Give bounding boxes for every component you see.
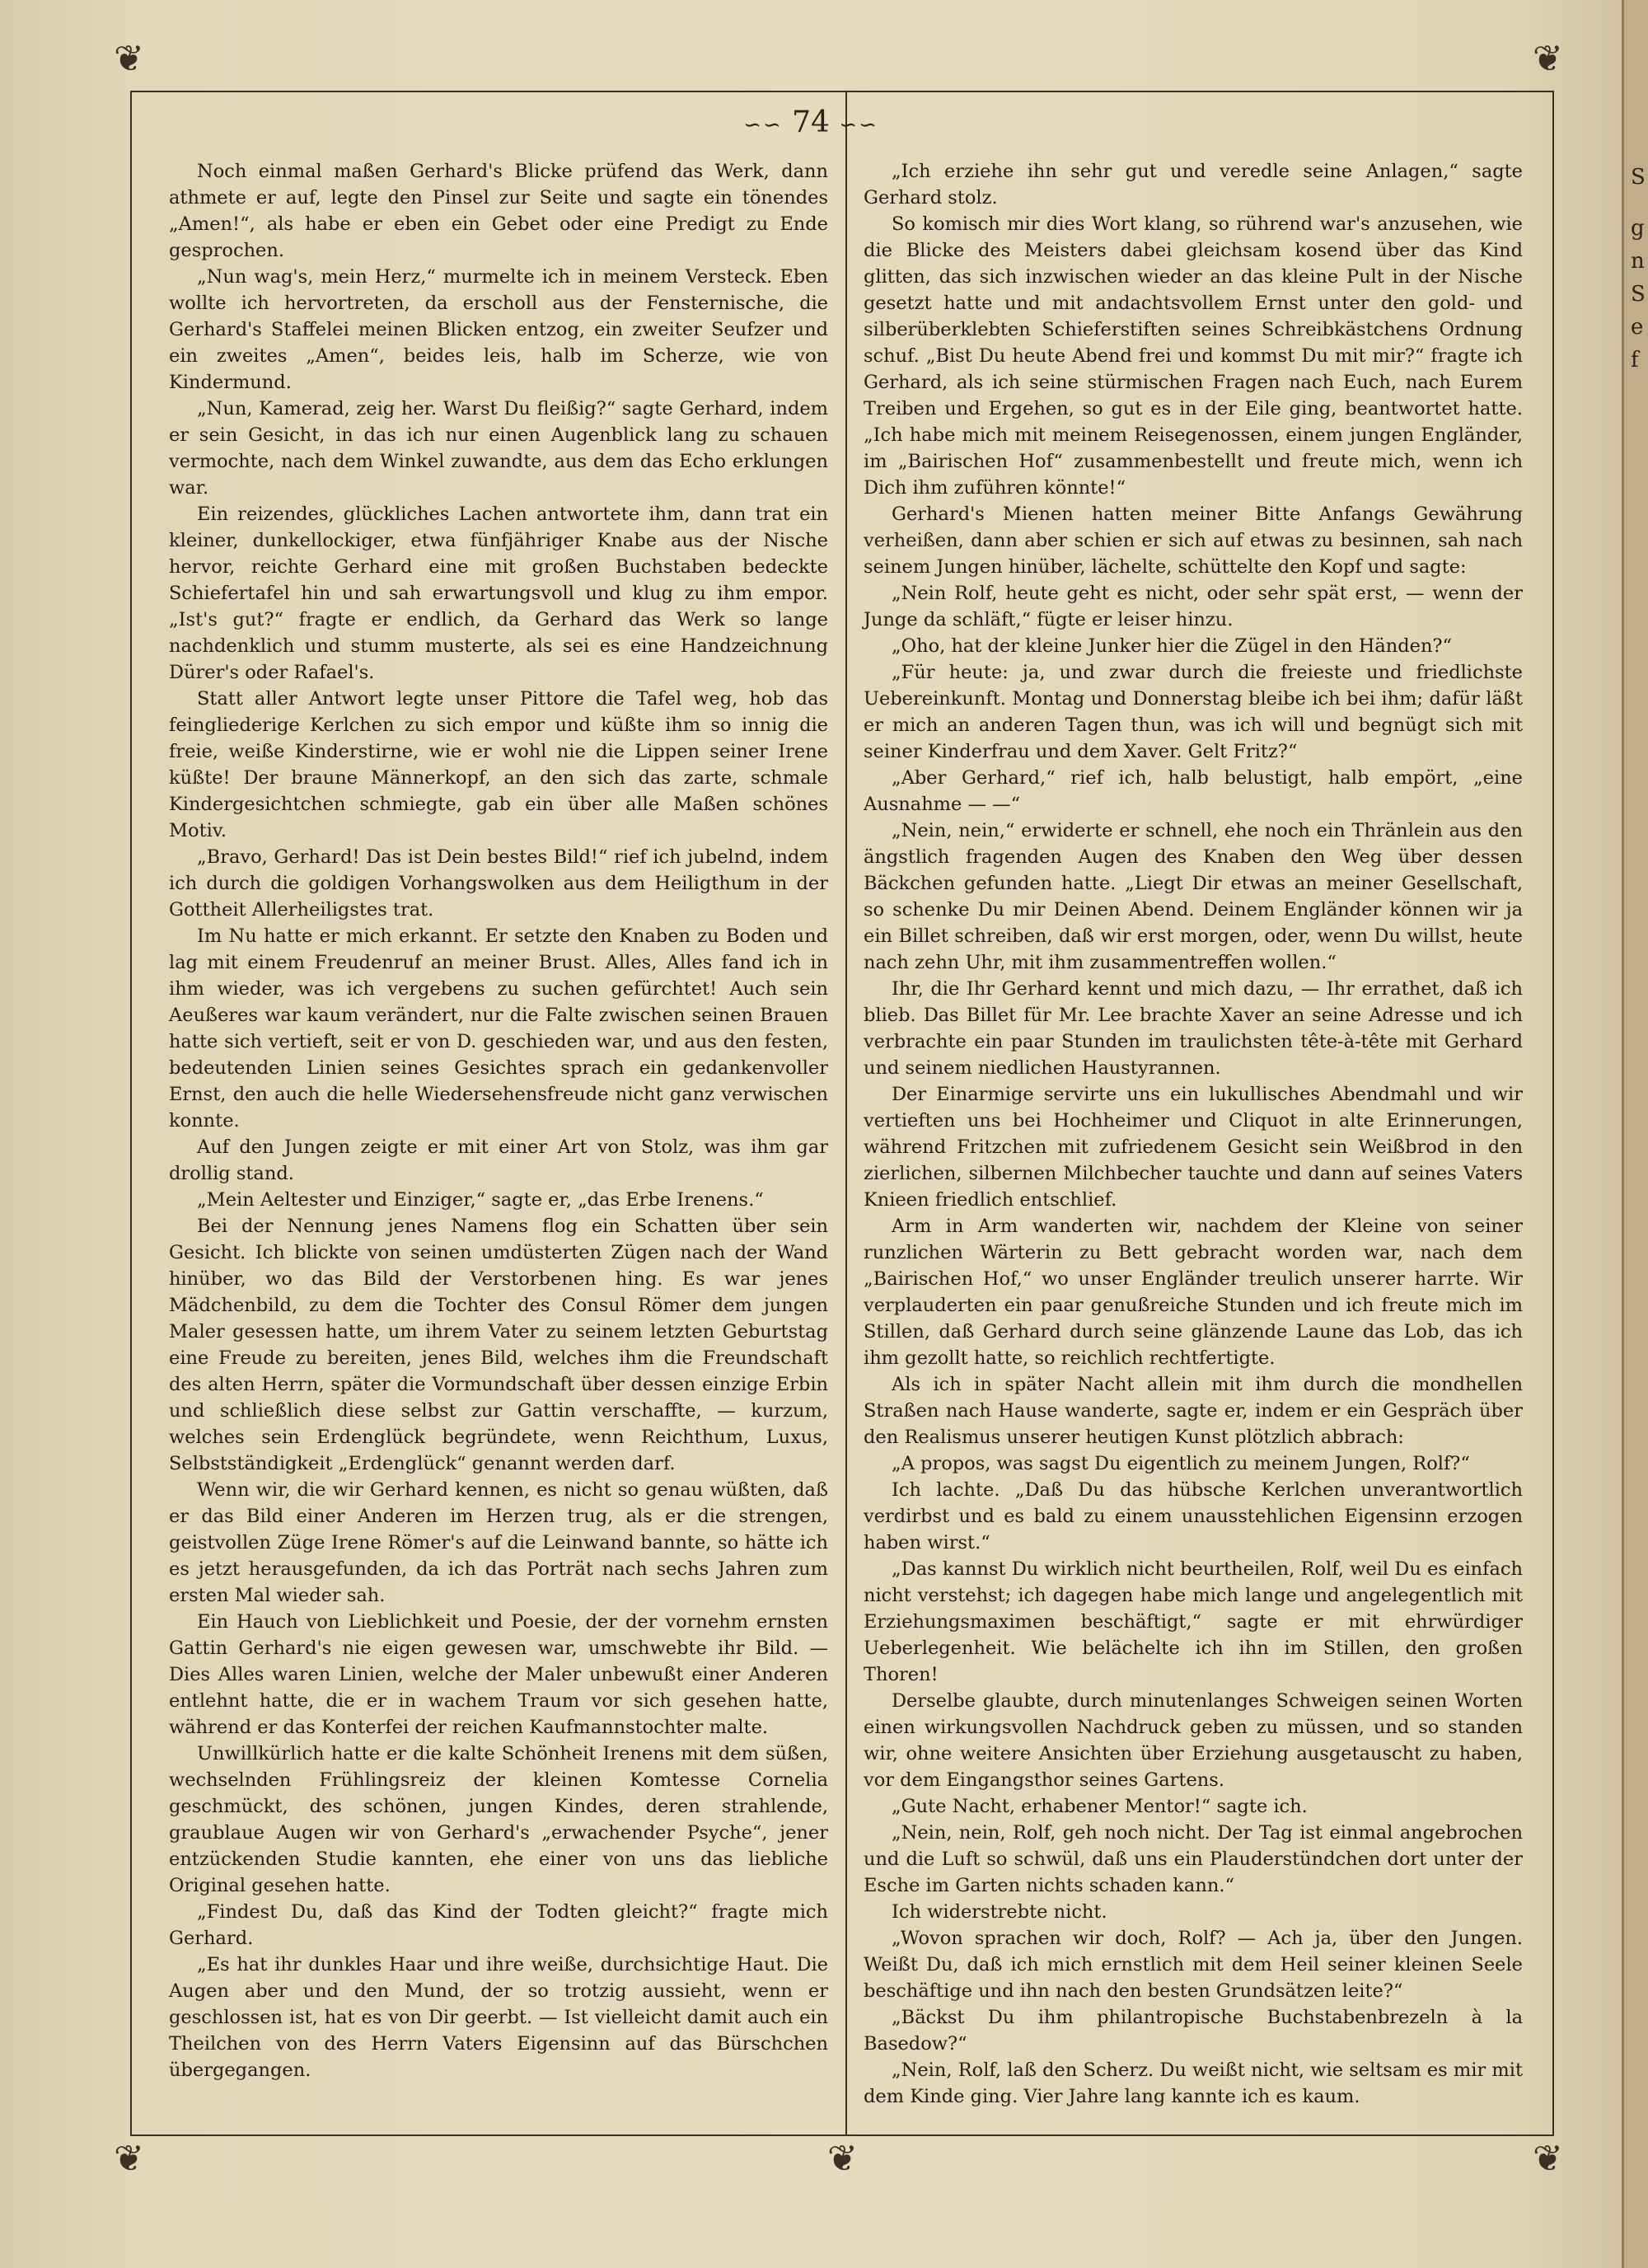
paragraph: „Das kannst Du wirklich nicht beurtheilen, Rolf, weil Du es einfach nicht verstehst; ich dagegen habe mich lange und angelegentlich mit Erziehungsmaximen beschäftigt,“ sagte er mit ehrwürdiger Ueberlegenheit. Wie belächelte ich ihn im Stillen, den großen Thoren! — [864, 1558, 1523, 1685]
corner-ornament-bottom-right: ❦ — [1533, 2138, 1563, 2180]
adjacent-page-fragment: e — [1631, 315, 1644, 340]
paragraph: „Nein, nein,“ erwiderte er schnell, ehe noch ein Thränlein aus den ängstlich fragenden Augen des Knaben den Weg über dessen Bäckchen gefunden hatte. „Liegt Dir etwas an meiner Gesellschaft, so schenke Du mir Deinen Abend. Deinem Engländer können wir ja ein Billet schreiben, daß wir erst morgen, oder, wenn Du willst, heute nach zehn Uhr, mit ihm zusammentreffen wollen.“ — [864, 820, 1523, 973]
paragraph: Noch einmal maßen Gerhard's Blicke prüfend das Werk, dann athmete er auf, legte den Pinsel zur Seite und sagte ein tönendes „Amen!“, als habe er eben ein Gebet oder eine Predigt zu Ende gesprochen. — [169, 161, 828, 261]
adjacent-page-fragment: S — [1631, 165, 1646, 190]
adjacent-page-fragment: n — [1631, 249, 1645, 274]
page-number: 74 — [792, 105, 830, 139]
paragraph: Ich widerstrebte nicht. — [892, 1901, 1107, 1923]
bottom-border-rule — [130, 2134, 1554, 2136]
adjacent-page-fragment: f — [1631, 348, 1639, 373]
paragraph: Ein Hauch von Lieblichkeit und Poesie, der der vornehm ernsten Gattin Gerhard's nie eigen gewesen war, umschwebte ihr Bild. — Dies Alles waren Linien, welche der Maler unbewußt einer Anderen entlehnt hatte, die er in wachem Traum vor sich gesehen hatte, während er das Konterfei der reichen Kaufmannstochter malte. — [169, 1611, 828, 1738]
paragraph: Wenn wir, die wir Gerhard kennen, es nicht so genau wüßten, daß er das Bild einer Anderen im Herzen trug, als er die strengen, geistvollen Züge Irene Römer's auf die Leinwand bannte, so hätte ich es jetzt herausgefunden, da ich das Porträt nach sechs Jahren zum ersten Mal wieder sah. — [169, 1479, 828, 1606]
paragraph: „Gute Nacht, erhabener Mentor!“ sagte ich. — [892, 1796, 1308, 1817]
paragraph: „Nein Rolf, heute geht es nicht, oder sehr spät erst, — wenn der Junge da schläft,“ fügte er leiser hinzu. — [864, 583, 1523, 630]
paragraph: Der Einarmige servirte uns ein lukullisches Abendmahl und wir vertieften uns bei Hochheimer und Cliquot in alte Erinnerungen, während Fritzchen mit zufriedenem Gesicht sein Weißbrod in den zierlichen, silbernen Milchbecher tauchte und dann auf seines Vaters Knieen friedlich entschlief. — [864, 1084, 1523, 1211]
adjacent-page-edge — [1622, 0, 1648, 2268]
paragraph: „Aber Gerhard,“ rief ich, halb belustigt, halb empört, „eine Ausnahme — —“ — [864, 767, 1523, 815]
corner-ornament-bottom-left: ❦ — [114, 2138, 144, 2180]
swash-ornament-left: ∽∽ — [743, 113, 783, 138]
corner-ornament-top-right: ❦ — [1533, 38, 1563, 80]
paragraph: Statt aller Antwort legte unser Pittore die Tafel weg, hob das feingliederige Kerlchen zu sich empor und küßte ihm so innig die freie, weiße Kinderstirne, wie er wohl nie die Lippen seiner Irene küßte! Der braune Männerkopf, an den sich das zarte, schmale Kindergesichtchen schmiegte, gab ein über alle Maßen schönes Motiv. — [169, 688, 828, 841]
column-divider-rule — [845, 91, 847, 2136]
left-column — [169, 158, 828, 2083]
paragraph: Unwillkürlich hatte er die kalte Schönheit Irenens mit dem süßen, wechselnden Frühlingsreiz der kleinen Komtesse Cornelia geschmückt, des schönen, jungen Kindes, deren strahlende, graublaue Augen wir von Gerhard's „erwachender Psyche“, jener entzückenden Studie kannten, ehe einer von uns das liebliche Original gesehen hatte. — [169, 1743, 828, 1896]
paragraph: Bei der Nennung jenes Namens flog ein Schatten über sein Gesicht. Ich blickte von seinen umdüsterten Zügen nach der Wand hinüber, wo das Bild der Verstorbenen hing. Es war jenes Mädchenbild, zu dem die Tochter des Consul Römer dem jungen Maler gesessen hatte, um ihrem Vater zu seinem letzten Geburtstag eine Freude zu bereiten, jenes Bild, welches ihm die Freundschaft des alten Herrn, später die Vormundschaft über dessen einzige Erbin und schließlich diese selbst zur Gattin verschaffte, — kurzum, welches sein Erdenglück begründete, wenn Reichthum, Luxus, Selbstständigkeit „Erdenglück“ genannt werden darf. — [169, 1216, 828, 1474]
paragraph: Ihr, die Ihr Gerhard kennt und mich dazu, — Ihr errathet, daß ich blieb. Das Billet für Mr. Lee brachte Xaver an seine Adresse und ich verbrachte ein paar Stunden im traulichsten tête-à-tête mit Gerhard und seinem niedlichen Haustyrannen. — [864, 978, 1523, 1079]
paragraph: „Nein, Rolf, laß den Scherz. Du weißt nicht, wie seltsam es mir mit dem Kinde ging. Vier Jahre lang kannte ich es kaum. — [864, 2059, 1523, 2107]
paragraph: Gerhard's Mienen hatten meiner Bitte Anfangs Gewährung verheißen, dann aber schien er sich auf etwas zu besinnen, sah nach seinem Jungen hinüber, lächelte, schüttelte den Kopf und sagte: — [864, 504, 1523, 578]
corner-ornament-top-left: ❦ — [114, 38, 144, 80]
paragraph: „Ich erziehe ihn sehr gut und veredle seine Anlagen,“ sagte Gerhard stolz. — [864, 161, 1523, 209]
paragraph: „Nein, nein, Rolf, geh noch nicht. Der Tag ist einmal angebrochen und die Luft so schwül, daß uns ein Plauderstündchen dort unter der Esche im Garten nichts schaden kann.“ — [864, 1822, 1523, 1896]
paragraph: Auf den Jungen zeigte er mit einer Art von Stolz, was ihm gar drollig stand. — [169, 1136, 828, 1184]
paragraph: „Bravo, Gerhard! Das ist Dein bestes Bild!“ rief ich jubelnd, indem ich durch die goldigen Vorhangswolken aus dem Heiligthum in der Gottheit Allerheiligstes trat. — [169, 846, 828, 921]
paragraph: Im Nu hatte er mich erkannt. Er setzte den Knaben zu Boden und lag mit einem Freudenruf an meiner Brust. Alles, Alles fand ich in ihm wieder, was ich vergebens zu suchen gefürchtet! Auch sein Aeußeres war kaum verändert, nur die Falte zwischen seinen Brauen hatte sich vertieft, seit er von D. geschieden war, und aus den festen, bedeutenden Linien seines Gesichtes sprach ein gedankenvoller Ernst, den auch die helle Wiedersehensfreude nicht ganz verwischen konnte. — [169, 925, 828, 1132]
paragraph: „Wovon sprachen wir doch, Rolf? — Ach ja, über den Jungen. Weißt Du, daß ich mich ernstlich mit dem Heil seiner kleinen Seele beschäftige und ihn nach den besten Grundsätzen leite?“ — [864, 1928, 1523, 2002]
paragraph: Ich lachte. „Daß Du das hübsche Kerlchen unverantwortlich verdirbst und es bald zu einem unausstehlichen Eigensinn erzogen haben wirst.“ — [864, 1479, 1523, 1553]
paragraph: Derselbe glaubte, durch minutenlanges Schweigen seinen Worten einen wirkungsvollen Nachdruck geben zu müssen, und so standen wir, ohne weitere Ansichten über Erziehung ausgetauscht zu haben, vor dem Eingangsthor seines Gartens. — [864, 1690, 1523, 1791]
page-number-header — [0, 105, 1622, 139]
paragraph: Als ich in später Nacht allein mit ihm durch die mondhellen Straßen nach Hause wanderte, sagte er, indem er ein Gespräch über den Realismus unserer heutigen Kunst plötzlich abbrach: — [864, 1374, 1523, 1448]
right-column — [864, 158, 1523, 2110]
paragraph: „Mein Aeltester und Einziger,“ sagte er, „das Erbe Irenens.“ — [197, 1189, 764, 1211]
top-border-rule — [130, 91, 1554, 92]
paragraph: So komisch mir dies Wort klang, so rührend war's anzusehen, wie die Blicke des Meisters dabei gleichsam kosend über das Kind glitten, das sich inzwischen wieder an das kleine Pult in der Nische gesetzt hatte und mit andachtsvollem Ernst unter den gold- und silberüberklebten Schieferstiften seines Schreibkästchens Ordnung schuf. „Bist Du heute Abend frei und kommst Du mit mir?“ fragte ich Gerhard, als ich seine stürmischen Fragen nach Euch, nach Eurem Treiben und Ergehen, so gut es in der Eile ging, beantwortet hatte. „Ich habe mich mit meinem Reisegenossen, einem jungen Engländer, im „Bairischen Hof“ zusammenbestellt und freute mich, wenn ich Dich ihm zuführen könnte!“ — [864, 213, 1523, 499]
paragraph: „Für heute: ja, und zwar durch die freieste und friedlichste Uebereinkunft. Montag und Donnerstag bleibe ich bei ihm; dafür läßt er mich an anderen Tagen thun, was ich will und begnügt sich mit seiner Kinderfrau und dem Xaver. Gelt Fritz?“ — [864, 662, 1523, 762]
left-border-rule — [130, 91, 132, 2136]
adjacent-page-fragment: g — [1631, 216, 1645, 241]
paragraph: Ein reizendes, glückliches Lachen antwortete ihm, dann trat ein kleiner, dunkellockiger, etwa fünfjähriger Knabe aus der Nische hervor, reichte Gerhard eine mit großen Buchstaben bedeckte Schiefertafel hin und sah erwartungsvoll und klug zu ihm empor. „Ist's gut?“ fragte er endlich, da Gerhard das Werk so lange nachdenklich und stumm musterte, als sei es eine Handzeichnung Dürer's oder Rafael's. — [169, 504, 828, 683]
center-ornament-bottom: ❦ — [827, 2138, 858, 2180]
paragraph: „Nun, Kamerad, zeig her. Warst Du fleißig?“ sagte Gerhard, indem er sein Gesicht, in das ich nur einen Augenblick lang zu schauen vermochte, nach dem Winkel zuwandte, aus dem das Echo erklungen war. — [169, 398, 828, 499]
paragraph: „Es hat ihr dunkles Haar und ihre weiße, durchsichtige Haut. Die Augen aber und den Mund, der so trotzig aussieht, wenn er geschlossen ist, hat es von Dir geerbt. — Ist vielleicht damit auch ein Theilchen von des Herrn Vaters Eigensinn auf das Bürschchen übergegangen. — [169, 1954, 828, 2081]
paragraph: „Nun wag's, mein Herz,“ murmelte ich in meinem Versteck. Eben wollte ich hervortreten, da erscholl aus der Fensternische, die Gerhard's Staffelei meinen Blicken entzog, ein zweiter Seufzer und ein zweites „Amen“, beides leis, halb im Scherze, wie von Kindermund. — [169, 266, 828, 393]
paragraph: „Bäckst Du ihm philantropische Buchstabenbrezeln à la Basedow?“ — [864, 2007, 1523, 2055]
paragraph: „Findest Du, daß das Kind der Todten gleicht?“ fragte mich Gerhard. — [169, 1901, 828, 1949]
swash-ornament-right: ∽∽ — [839, 113, 878, 138]
paragraph: „A propos, was sagst Du eigentlich zu meinem Jungen, Rolf?“ — [892, 1453, 1470, 1474]
adjacent-page-fragment: S — [1631, 282, 1646, 307]
paragraph: „Oho, hat der kleine Junker hier die Zügel in den Händen?“ — [892, 635, 1452, 657]
paragraph: Arm in Arm wanderten wir, nachdem der Kleine von seiner runzlichen Wärterin zu Bett gebracht worden war, nach dem „Bairischen Hof,“ wo unser Engländer treulich unserer harrte. Wir verplauderten ein paar genußreiche Stunden und ich freute mich im Stillen, daß Gerhard durch seine glänzende Laune das Lob, das ich ihm gezollt hatte, so reichlich rechtfertigte. — [864, 1216, 1523, 1369]
right-border-rule — [1552, 91, 1554, 2136]
